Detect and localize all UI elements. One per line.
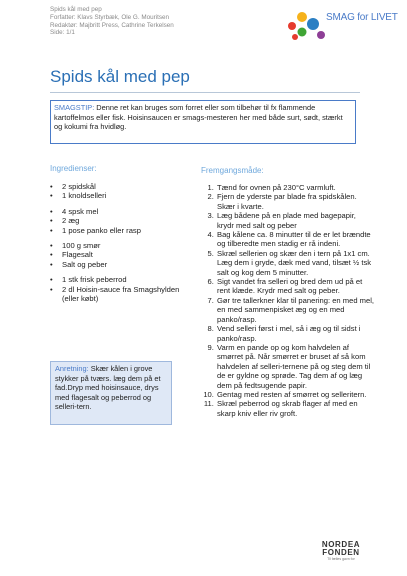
method-step: 3. Læg bådene på en plade med bagepapir, krydr med salt og peber [216, 211, 374, 230]
method-step: 9. Varm en pande op og kom halvdelen af smørret på. Når smørret er bruset af så kom halvdelen af selleri-ternene på og steg dem til de er gyldne og sprøde. Tag dem af og læg dem på fedtsugende papir. [216, 343, 374, 390]
anretning-box [50, 361, 172, 425]
method-step: 7. Gør tre tallerkner klar til panering: en med mel, en med sammenpisket æg og en med panko/rasp. [216, 296, 374, 324]
ingredient-item: • 2 æg [50, 216, 182, 225]
smagstip-box [50, 100, 356, 144]
method-heading: Fremgangsmåde: [201, 166, 264, 175]
nordea-fonden-tagline: Til fælles gavn for [327, 557, 355, 561]
nordea-fonden-name: NORDEA FONDEN [321, 540, 361, 557]
method-step: 4. Bag kålene ca. 8 minutter til de er let brændte og tilberedte men stadig er rå indeni. [216, 230, 374, 249]
ingredient-item: • 1 pose panko eller rasp [50, 226, 182, 235]
smagstip-text: Denne ret kan bruges som forret eller som tilbehør til fx flammende kartoffelmos eller fisk. Hoisinsaucen er smags-mesteren her med både surt, sødt, stærkt og kokumi fra hvidløg. [54, 103, 343, 132]
method-step: 10. Gentag med resten af smørret og selleritern. [216, 390, 374, 399]
ingredient-item: • 1 knoldselleri [50, 191, 182, 200]
ingredient-item: • 1 stk frisk peberrod [50, 275, 182, 284]
meta-author: Forfatter: Klavs Styrbæk, Ole G. Mouritsen [50, 13, 169, 21]
ingredient-item: • 2 dl Hoisin-sauce fra Smagshylden (eller købt) [50, 285, 182, 304]
ingredient-item: • 100 g smør [50, 241, 182, 250]
meta-editor: Redaktør: Majbritt Press, Cathrine Terkelsen [50, 21, 174, 29]
ingredients-heading: Ingredienser: [50, 164, 97, 173]
smagstip-label: SMAGSTIP: [54, 103, 95, 112]
method-step: 5. Skræl sellerien og skær den i tern på 1x1 cm. Læg dem i gryde, dæk med vand, tilsæt ½ tsk salt og kog dem 5 minutter. [216, 249, 374, 277]
meta-recipe-name: Spids kål med pep [50, 6, 102, 13]
method-step: 11. Skræl peberrod og skrab flager af med en skarp kniv eller riv groft. [216, 399, 374, 418]
method-step: 8. Vend selleri først i mel, så i æg og til sidst i panko/rasp. [216, 324, 374, 343]
ingredient-item: • Flagesalt [50, 250, 182, 259]
document-metadata [50, 6, 174, 37]
recipe-title: Spids kål med pep [50, 67, 190, 86]
method-steps [201, 183, 374, 418]
anretning-text: Skær kålen i grove stykker på tværs. læg dem på et fad.Dryp med hoisinsauce, drys med flagesalt og peberrod og selleri-tern. [55, 364, 161, 412]
meta-page-number: Side: 1/1 [50, 29, 75, 37]
ingredient-item: • 4 spsk mel [50, 207, 182, 216]
ingredient-item: • 2 spidskål [50, 182, 182, 191]
ingredients-list [50, 182, 182, 303]
nordea-fonden-logo [318, 541, 364, 562]
title-divider [50, 92, 360, 93]
anretning-label: Anretning: [55, 364, 89, 373]
method-step: 1. Tænd for ovnen på 230°C varmluft. [216, 183, 374, 192]
method-step: 2. Fjern de yderste par blade fra spidskålen. Skær i kvarte. [216, 192, 374, 211]
method-step: 6. Sigt vandet fra selleri og bred dem ud på et rent klæde. Krydr med salt og peber. [216, 277, 374, 296]
logo-text: SMAG for LIVET [326, 12, 398, 23]
ingredient-item: • Salt og peber [50, 260, 182, 269]
